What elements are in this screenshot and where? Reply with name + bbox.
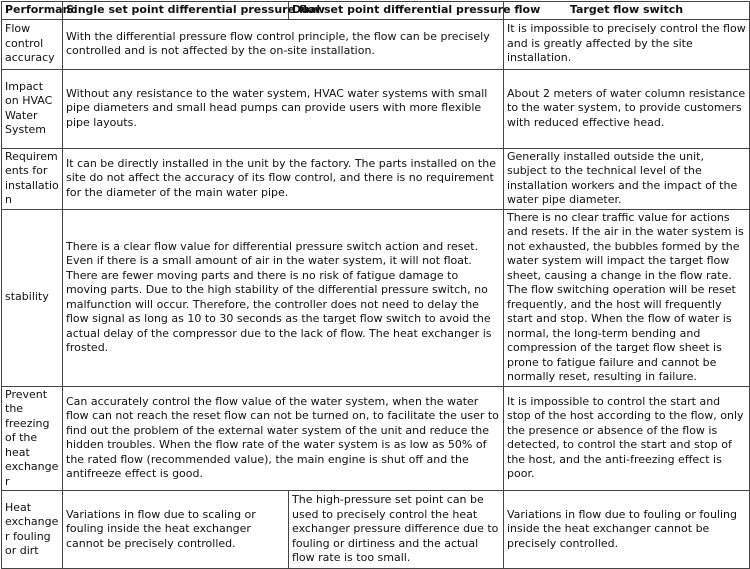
- header-dual-set-point: Dual set point differential pressure flow: [289, 2, 504, 20]
- row-label: stability: [2, 209, 63, 386]
- table-row: [2, 19, 750, 69]
- table-row: [2, 69, 750, 148]
- row-label: Prevent the freezing of the heat exchanger: [2, 386, 63, 491]
- target-cell: There is no clear traffic value for actions and resets. If the air in the water system is not exhausted, the bubbles formed by the water system will impact the target flow sheet, causing a change in the flow rate. The flow switching operation will be reset frequently, and the host will frequently start and stop. When the flow of water is normal, the long-term bending and compression of the target flow sheet is prone to fatigue failure and cannot be normally reset, resulting in failure.: [504, 209, 750, 386]
- table-row: [2, 491, 750, 569]
- target-cell: About 2 meters of water column resistance to the water system, to provide customers with reduced effective head.: [504, 69, 750, 148]
- differential-cell: With the differential pressure flow control principle, the flow can be precisely controlled and is not affected by the on-site installation.: [63, 19, 504, 69]
- header-row: [2, 2, 750, 20]
- row-label: Requirements for installation: [2, 148, 63, 209]
- header-target-flow-switch: Target flow switch: [504, 2, 750, 20]
- target-cell: Variations in flow due to fouling or fouling inside the heat exchanger cannot be precisely controlled.: [504, 491, 750, 569]
- target-cell: It is impossible to control the start and stop of the host according to the flow, only the presence or absence of the flow is detected, to control the start and stop of the host, and the anti-freezing effect is poor.: [504, 386, 750, 491]
- row-label: Impact on HVAC Water System: [2, 69, 63, 148]
- comparison-table: [1, 1, 750, 569]
- table-row: [2, 209, 750, 386]
- single-cell: Variations in flow due to scaling or fouling inside the heat exchanger cannot be precisely controlled.: [63, 491, 289, 569]
- target-cell: It is impossible to precisely control the flow and is greatly affected by the site installation.: [504, 19, 750, 69]
- table-row: [2, 148, 750, 209]
- row-label: Flow control accuracy: [2, 19, 63, 69]
- row-label: Heat exchanger fouling or dirt: [2, 491, 63, 569]
- target-cell: Generally installed outside the unit, subject to the technical level of the installation workers and the impact of the water pipe diameter.: [504, 148, 750, 209]
- header-performance: Performanc: [2, 2, 63, 20]
- differential-cell: There is a clear flow value for differential pressure switch action and reset. Even if there is a small amount of air in the water system, it will not float. There are fewer moving parts and there is no risk of fatigue damage to moving parts. Due to the high stability of the differential pressure switch, no malfunction will occur. Therefore, the controller does not need to delay the flow signal as long as 10 to 30 seconds as the target flow switch to avoid the actual delay of the compressor due to the lack of flow. The heat exchanger is frosted.: [63, 209, 504, 386]
- header-single-set-point: Single set point differential pressure flow: [63, 2, 289, 20]
- differential-cell: It can be directly installed in the unit by the factory. The parts installed on the site do not affect the accuracy of its flow control, and there is no requirement for the diameter of the main water pipe.: [63, 148, 504, 209]
- dual-cell: The high-pressure set point can be used to precisely control the heat exchanger pressure difference due to fouling or dirtiness and the actual flow rate is too small.: [289, 491, 504, 569]
- table-row: [2, 386, 750, 491]
- differential-cell: Without any resistance to the water system, HVAC water systems with small pipe diameters and small head pumps can provide users with more flexible pipe layouts.: [63, 69, 504, 148]
- differential-cell: Can accurately control the flow value of the water system, when the water flow can not reach the reset flow can not be turned on, to facilitate the user to find out the problem of the external water system of the unit and reduce the hidden troubles. When the flow rate of the water system is as low as 50% of the rated flow (recommended value), the main engine is shut off and the antifreeze effect is good.: [63, 386, 504, 491]
